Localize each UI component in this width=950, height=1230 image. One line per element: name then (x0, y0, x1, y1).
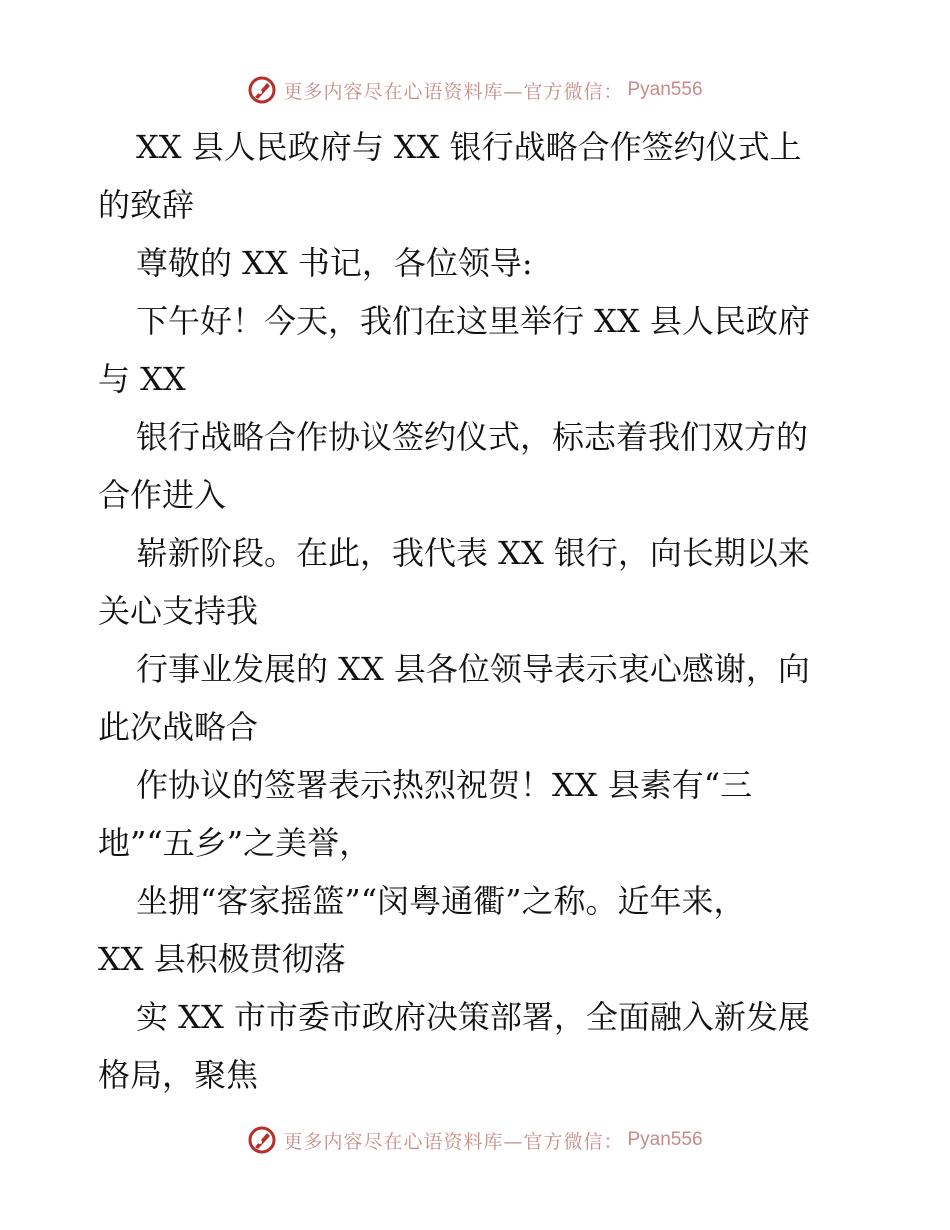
paragraph-line: 关心支持我 (98, 592, 259, 630)
banner-text: 更多内容尽在心语资料库—官方微信： (283, 1130, 624, 1153)
banner-wechat-id: Pyan556 (627, 1129, 703, 1150)
paragraph-line: 坐拥“客家摇篮”“闵粤通衢”之称。近年来， (136, 882, 746, 920)
paragraph-line: 合作进入 (98, 476, 227, 514)
paragraph-line: XX 县积极贯彻落 (98, 940, 346, 978)
paragraph-line: 作协议的签署表示热烈祝贺！XX 县素有“三 (136, 766, 753, 804)
paragraph-line: 此次战略合 (98, 708, 259, 746)
feather-pen-circle-icon (247, 1125, 277, 1155)
document-body (98, 118, 858, 1104)
title-line-2: 的致辞 (98, 186, 195, 224)
paragraph-line: 下午好！今天，我们在这里举行 XX 县人民政府 (136, 302, 810, 340)
title-line-1: XX 县人民政府与 XX 银行战略合作签约仪式上 (136, 128, 802, 166)
feather-pen-circle-icon (247, 75, 277, 105)
paragraph-line: 地”“五乡”之美誉， (98, 824, 372, 862)
paragraph-line: 银行战略合作协议签约仪式，标志着我们双方的 (136, 418, 809, 456)
header-banner (0, 70, 950, 110)
salutation-line: 尊敬的 XX 书记，各位领导: (136, 244, 533, 282)
banner-text: 更多内容尽在心语资料库—官方微信： (283, 80, 624, 103)
paragraph-line: 实 XX 市市委市政府决策部署，全面融入新发展 (136, 998, 810, 1036)
banner-wechat-id: Pyan556 (627, 79, 703, 100)
footer-banner (0, 1120, 950, 1160)
paragraph-line: 崭新阶段。在此，我代表 XX 银行，向长期以来 (136, 534, 810, 572)
paragraph-line: 与 XX (98, 360, 186, 398)
paragraph-line: 格局，聚焦 (98, 1056, 259, 1094)
paragraph-line: 行事业发展的 XX 县各位领导表示衷心感谢，向 (136, 650, 810, 688)
